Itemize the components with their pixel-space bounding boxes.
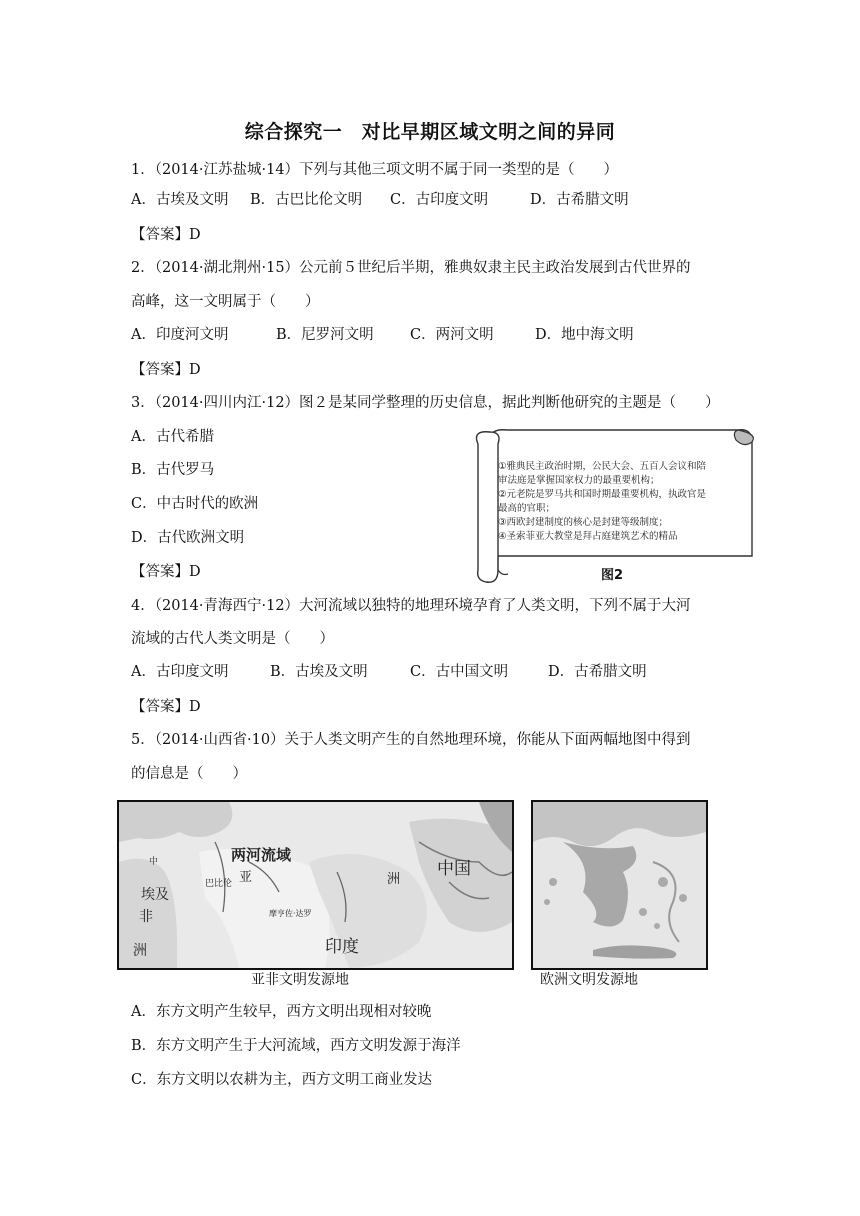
question-2-stem-line1: 2．（2014·湖北荆州·15）公元前５世纪后半期，雅典奴隶主民主政治发展到古代世界的 [131,260,691,276]
q1-option-a: A．古埃及文明 [131,192,229,208]
q5-option-c: C．东方文明以农耕为主，西方文明工商业发达 [131,1072,433,1088]
map-label-china: 中国 [437,859,471,879]
figure-line-2: 审法庭是掌握国家权力的最重要机构； [498,475,660,486]
figure-label: 图2 [601,568,624,583]
q4-option-d: D．古希腊文明 [548,664,647,680]
q4-answer: 【答案】D [131,699,201,715]
map-label-egypt: 埃及 [141,887,169,903]
map-label-harappa: 摩亨佐·达罗 [269,909,312,918]
question-4-stem-line1: 4．（2014·青海西宁·12）大河流域以独特的地理环境孕育了人类文明，下列不属于大河 [131,598,691,614]
map-label-asia: 亚 [239,870,253,885]
map1-caption: 亚非文明发源地 [251,972,349,988]
q3-option-c: C．中古时代的欧洲 [131,496,259,512]
q4-option-a: A．古印度文明 [131,664,229,680]
q1-option-d: D．古希腊文明 [530,192,629,208]
asia-africa-map [117,800,514,970]
q3-option-b: B．古代罗马 [131,462,215,478]
map-label-zhou2: 洲 [133,943,147,959]
question-3-stem: 3．（2014·四川内江·12）图２是某同学整理的历史信息，据此判断他研究的主题是（ ） [131,395,720,411]
q2-answer: 【答案】D [131,362,201,378]
q1-option-b: B．古巴比伦文明 [250,192,363,208]
q2-option-a: A．印度河文明 [131,327,229,343]
q3-option-a: A．古代希腊 [131,429,214,445]
q1-answer: 【答案】D [131,227,201,243]
q5-option-b: B．东方文明产生于大河流域，西方文明发源于海洋 [131,1038,461,1054]
q3-answer: 【答案】D [131,564,201,580]
asia-africa-map-drawing [119,802,512,968]
q3-option-d: D．古代欧洲文明 [131,530,245,546]
map-label-babylon: 巴比伦 [205,879,233,889]
scroll-figure-text [498,460,738,544]
question-5-stem-line2: 的信息是（ ） [131,766,247,782]
q2-option-c: C．两河文明 [410,327,494,343]
question-1-stem: 1．（2014·江苏盐城·14）下列与其他三项文明不属于同一类型的是（ ） [131,162,619,178]
q5-option-a: A．东方文明产生较早，西方文明出现相对较晚 [131,1004,432,1020]
question-4-stem-line2: 流域的古代人类文明是（ ） [131,631,334,647]
map-label-zhong: 中 [149,857,159,867]
figure-line-6: ④圣索菲亚大教堂是拜占庭建筑艺术的精品 [498,531,678,542]
map-label-zhou: 洲 [387,872,401,887]
map2-caption: 欧洲文明发源地 [540,972,638,988]
q4-option-c: C．古中国文明 [410,664,509,680]
q4-option-b: B．古埃及文明 [270,664,368,680]
figure-line-4: 最高的官职； [498,503,556,514]
figure-line-1: ①雅典民主政治时期，公民大会、五百人会议和陪 [498,461,707,472]
q2-option-b: B．尼罗河文明 [276,327,374,343]
figure-line-5: ③西欧封建制度的核心是封建等级制度； [498,517,669,528]
map-label-two-rivers: 两河流域 [231,846,292,864]
map-label-fei: 非 [139,909,153,925]
q1-option-c: C．古印度文明 [390,192,489,208]
figure-line-3: ②元老院是罗马共和国时期最重要机构，执政官是 [498,489,707,500]
page-title: 综合探究一 对比早期区域文明之间的异同 [244,121,616,143]
question-2-stem-line2: 高峰，这一文明属于（ ） [131,294,320,310]
europe-map [531,800,708,970]
europe-map-drawing [533,802,706,968]
map-label-india: 印度 [325,937,359,957]
question-5-stem-line1: 5．（2014·山西省·10）关于人类文明产生的自然地理环境，你能从下面两幅地图中得到 [131,732,691,748]
q2-option-d: D．地中海文明 [535,327,634,343]
